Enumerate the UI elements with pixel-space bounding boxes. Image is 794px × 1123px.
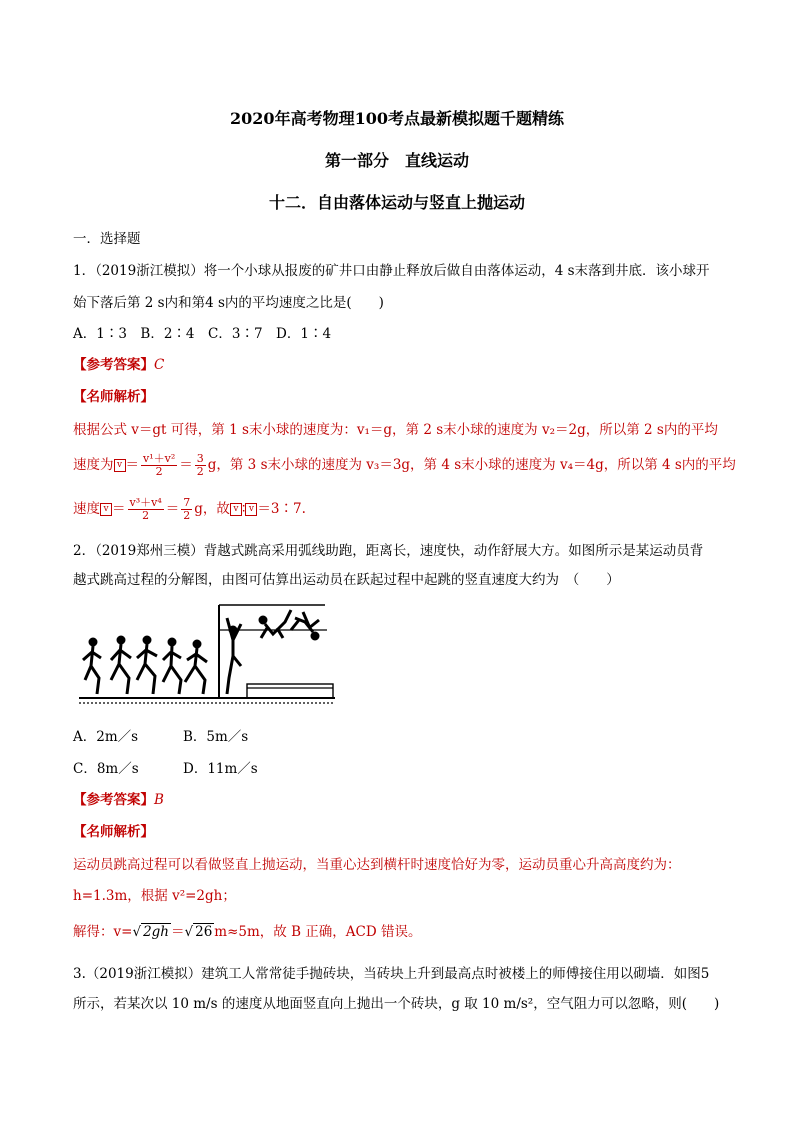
q2-stem-line2: 越式跳高过程的分解图，由图可估算出运动员在跃起过程中起跳的竖直速度大约为 （ ）	[73, 572, 620, 588]
runner-4	[163, 638, 181, 694]
v-bar-box-2: v	[245, 503, 257, 516]
jumper-over-bar	[259, 610, 291, 638]
part-title: 第一部分 直线运动	[324, 151, 469, 170]
chapter-title: 十二．自由落体运动与竖直上抛运动	[268, 193, 525, 212]
option-a: A．2m／s	[73, 729, 139, 745]
q1-answer	[73, 355, 723, 375]
q1-options: A．1∶3 B．2∶4 C．3∶7 D．1∶4	[73, 326, 332, 342]
q1-analysis-label: 【名师解析】	[73, 389, 154, 405]
fraction: $\frac{3}{2}$	[196, 452, 204, 478]
q3-stem-line2: 所示，若某次以 10 m/s 的速度从地面竖直向上抛出一个砖块，g 取 10 m/s²，空气阻力可以忽略，则( )	[73, 996, 720, 1012]
q2-analysis-label: 【名师解析】	[73, 824, 154, 840]
runner-2	[111, 636, 131, 694]
q1-analysis-line3: 速度 v ＝ $\frac{\text{v³＋v⁴}}{2}$ ＝ $\frac{7}{2}$ g，故 v ∶ v ＝3∶7.	[73, 496, 306, 522]
q2-options-row2	[73, 759, 723, 779]
option-b: B．5m／s	[183, 729, 249, 745]
runner-3	[137, 636, 157, 694]
answer-value: C	[154, 357, 165, 373]
section-heading: 一．选择题	[73, 231, 141, 247]
fraction: $\frac{7}{2}$	[183, 496, 191, 522]
runner-1	[83, 638, 101, 694]
fraction: $\frac{\text{v³＋v⁴}}{2}$	[129, 496, 162, 522]
q1-stem-line2: 始下落后第 2 s内和第4 s内的平均速度之比是( )	[73, 295, 384, 311]
answer-label: 【参考答案】	[73, 792, 154, 808]
runner-5	[185, 640, 207, 694]
jumper-takeoff	[227, 618, 241, 694]
answer-label: 【参考答案】	[73, 357, 154, 373]
q2-analysis-line3: 解得：v=√ 2gh ＝√ 26 m≈5m，故 B 正确，ACD 错误。	[73, 924, 422, 940]
q2-analysis-line1: 运动员跳高过程可以看做竖直上抛运动，当重心达到横杆时速度恰好为零，运动员重心升高高度约为：	[73, 857, 681, 873]
v-bar-box-1: v	[230, 503, 242, 516]
v-bar-box-2: v	[100, 503, 112, 516]
q1-analysis-line2: 速度为 v ＝ $\frac{\text{v¹＋v²}}{2}$ ＝ $\frac{3}{2}$ g，第 3 s末小球的速度为 v₃＝3g，第 4 s末小球的速度为 v₄＝4g，所以第 4 s内的平均	[73, 452, 736, 478]
fraction: $\frac{\text{v¹＋v²}}{2}$	[143, 452, 176, 478]
v-bar-box-1: v	[114, 459, 126, 472]
q1-analysis-line1: 根据公式 v＝gt 可得，第 1 s末小球的速度为：v₁＝g，第 2 s末小球的速度为 v₂＝2g，所以第 2 s内的平均	[73, 422, 718, 438]
q2-stem-line1: 2．（2019郑州三模）背越式跳高采用弧线助跑，距离长，速度快，动作舒展大方。如图所示是某运动员背	[73, 543, 704, 559]
high-jump-figure	[77, 600, 337, 710]
option-d: D．11m／s	[183, 761, 258, 777]
main-title: 2020年高考物理100考点最新模拟题千题精练	[230, 109, 564, 128]
option-c: C．8m／s	[73, 761, 139, 777]
q2-analysis-line2: h=1.3m，根据 v²=2gh；	[73, 888, 236, 904]
q2-answer	[73, 790, 723, 810]
answer-value: B	[154, 792, 164, 808]
q2-options-row1	[73, 727, 723, 747]
q1-stem-line1: 1．（2019浙江模拟）将一个小球从报废的矿井口由静止释放后做自由落体运动，4 s末落到井底．该小球开	[73, 263, 710, 279]
q3-stem-line1: 3.（2019浙江模拟）建筑工人常常徒手抛砖块，当砖块上升到最高点时被楼上的师傅接住用以砌墙．如图5	[73, 966, 710, 982]
jumper-clearing	[291, 612, 319, 640]
